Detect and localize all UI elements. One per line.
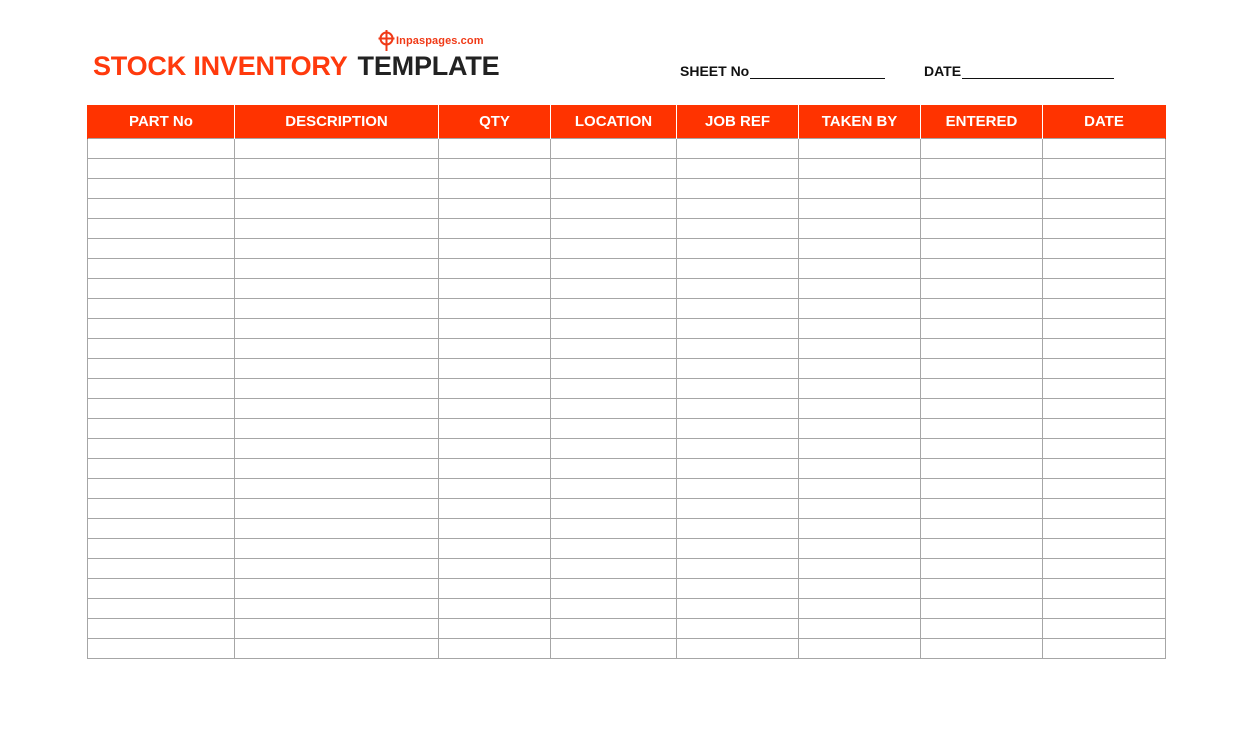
table-cell[interactable] [551, 339, 677, 359]
table-cell[interactable] [551, 219, 677, 239]
table-cell[interactable] [1043, 499, 1166, 519]
table-cell[interactable] [88, 379, 235, 399]
table-cell[interactable] [921, 599, 1043, 619]
table-cell[interactable] [677, 339, 799, 359]
table-cell[interactable] [551, 359, 677, 379]
table-cell[interactable] [439, 499, 551, 519]
table-cell[interactable] [439, 379, 551, 399]
table-cell[interactable] [439, 319, 551, 339]
table-cell[interactable] [439, 439, 551, 459]
table-row [88, 139, 1166, 159]
table-cell[interactable] [439, 479, 551, 499]
table-cell[interactable] [1043, 399, 1166, 419]
table-cell[interactable] [235, 159, 439, 179]
table-cell[interactable] [439, 259, 551, 279]
table-row [88, 379, 1166, 399]
table-cell[interactable] [439, 539, 551, 559]
table-cell[interactable] [799, 219, 921, 239]
table-cell[interactable] [921, 619, 1043, 639]
sheet-date-blank[interactable] [962, 64, 1114, 79]
column-header-date: DATE [1043, 105, 1166, 139]
table-cell[interactable] [1043, 219, 1166, 239]
table-row [88, 619, 1166, 639]
table-cell[interactable] [677, 259, 799, 279]
table-cell[interactable] [439, 239, 551, 259]
table-cell[interactable] [799, 479, 921, 499]
table-cell[interactable] [921, 219, 1043, 239]
table-cell[interactable] [921, 559, 1043, 579]
table-cell[interactable] [235, 179, 439, 199]
table-cell[interactable] [439, 419, 551, 439]
table-cell[interactable] [921, 299, 1043, 319]
table-cell[interactable] [921, 259, 1043, 279]
sheet-number-label: SHEET No [680, 63, 750, 79]
table-cell[interactable] [235, 239, 439, 259]
table-cell[interactable] [1043, 359, 1166, 379]
table-cell[interactable] [235, 299, 439, 319]
table-cell[interactable] [799, 619, 921, 639]
table-cell[interactable] [799, 339, 921, 359]
table-cell[interactable] [439, 299, 551, 319]
table-cell[interactable] [799, 279, 921, 299]
table-cell[interactable] [235, 419, 439, 439]
table-cell[interactable] [799, 259, 921, 279]
table-cell[interactable] [88, 499, 235, 519]
table-cell[interactable] [799, 139, 921, 159]
table-cell[interactable] [551, 479, 677, 499]
table-cell[interactable] [677, 139, 799, 159]
table-cell[interactable] [551, 559, 677, 579]
page-title [93, 51, 499, 82]
table-cell[interactable] [439, 519, 551, 539]
table-cell[interactable] [88, 199, 235, 219]
table-cell[interactable] [677, 439, 799, 459]
table-cell[interactable] [1043, 479, 1166, 499]
table-cell[interactable] [921, 159, 1043, 179]
table-cell[interactable] [551, 179, 677, 199]
table-cell[interactable] [235, 339, 439, 359]
table-cell[interactable] [551, 319, 677, 339]
table-cell[interactable] [799, 499, 921, 519]
table-cell[interactable] [439, 639, 551, 659]
table-cell[interactable] [88, 399, 235, 419]
table-cell[interactable] [235, 479, 439, 499]
table-cell[interactable] [88, 239, 235, 259]
table-cell[interactable] [88, 559, 235, 579]
table-cell[interactable] [235, 559, 439, 579]
table-cell[interactable] [439, 339, 551, 359]
table-cell[interactable] [677, 419, 799, 439]
table-cell[interactable] [235, 519, 439, 539]
table-cell[interactable] [677, 199, 799, 219]
table-cell[interactable] [921, 399, 1043, 419]
table-cell[interactable] [88, 519, 235, 539]
column-header-taken-by: TAKEN BY [799, 105, 921, 139]
table-cell[interactable] [88, 139, 235, 159]
table-cell[interactable] [799, 419, 921, 439]
table-cell[interactable] [88, 619, 235, 639]
table-cell[interactable] [1043, 639, 1166, 659]
table-cell[interactable] [235, 619, 439, 639]
column-header-location: LOCATION [551, 105, 677, 139]
table-cell[interactable] [88, 439, 235, 459]
column-header-entered: ENTERED [921, 105, 1043, 139]
table-cell[interactable] [551, 279, 677, 299]
table-cell[interactable] [551, 439, 677, 459]
table-row [88, 279, 1166, 299]
table-cell[interactable] [88, 279, 235, 299]
table-cell[interactable] [677, 519, 799, 539]
table-cell[interactable] [677, 379, 799, 399]
table-cell[interactable] [235, 219, 439, 239]
table-cell[interactable] [677, 539, 799, 559]
table-cell[interactable] [921, 339, 1043, 359]
table-cell[interactable] [921, 499, 1043, 519]
table-cell[interactable] [799, 239, 921, 259]
table-cell[interactable] [439, 599, 551, 619]
table-cell[interactable] [235, 579, 439, 599]
table-row [88, 579, 1166, 599]
table-cell[interactable] [235, 199, 439, 219]
table-cell[interactable] [235, 319, 439, 339]
table-cell[interactable] [551, 459, 677, 479]
table-cell[interactable] [677, 579, 799, 599]
table-row [88, 559, 1166, 579]
logo-text: Inpaspages.com [396, 35, 484, 47]
table-cell[interactable] [1043, 299, 1166, 319]
table-cell[interactable] [799, 179, 921, 199]
table-row [88, 499, 1166, 519]
table-row [88, 259, 1166, 279]
table-cell[interactable] [1043, 199, 1166, 219]
table-cell[interactable] [88, 359, 235, 379]
title-accent: STOCK INVENTORY [93, 51, 348, 81]
table-cell[interactable] [1043, 419, 1166, 439]
table-row [88, 539, 1166, 559]
table-row [88, 479, 1166, 499]
table-row [88, 599, 1166, 619]
table-cell[interactable] [551, 519, 677, 539]
table-cell[interactable] [551, 599, 677, 619]
table-cell[interactable] [799, 519, 921, 539]
table-cell[interactable] [921, 199, 1043, 219]
table-cell[interactable] [439, 199, 551, 219]
table-cell[interactable] [235, 359, 439, 379]
table-cell[interactable] [677, 599, 799, 619]
table-row [88, 199, 1166, 219]
table-cell[interactable] [799, 599, 921, 619]
sheet-number-field[interactable] [680, 63, 885, 79]
table-cell[interactable] [921, 319, 1043, 339]
table-cell[interactable] [551, 579, 677, 599]
table-cell[interactable] [439, 399, 551, 419]
table-cell[interactable] [551, 639, 677, 659]
table-row [88, 359, 1166, 379]
table-cell[interactable] [1043, 619, 1166, 639]
table-cell[interactable] [799, 379, 921, 399]
table-cell[interactable] [235, 499, 439, 519]
table-cell[interactable] [799, 319, 921, 339]
table-cell[interactable] [677, 459, 799, 479]
table-cell[interactable] [677, 399, 799, 419]
table-cell[interactable] [677, 619, 799, 639]
table-cell[interactable] [1043, 339, 1166, 359]
table-cell[interactable] [921, 579, 1043, 599]
table-cell[interactable] [677, 499, 799, 519]
column-header-part-no: PART No [88, 105, 235, 139]
table-cell[interactable] [921, 539, 1043, 559]
table-cell[interactable] [235, 599, 439, 619]
table-row [88, 239, 1166, 259]
table-cell[interactable] [551, 419, 677, 439]
table-cell[interactable] [88, 459, 235, 479]
table-cell[interactable] [799, 299, 921, 319]
table-cell[interactable] [88, 539, 235, 559]
table-cell[interactable] [677, 279, 799, 299]
table-cell[interactable] [88, 179, 235, 199]
table-cell[interactable] [88, 419, 235, 439]
table-cell[interactable] [551, 499, 677, 519]
sheet-date-field[interactable] [924, 63, 1114, 79]
table-cell[interactable] [88, 319, 235, 339]
table-header-row [88, 105, 1166, 139]
table-cell[interactable] [1043, 279, 1166, 299]
table-cell[interactable] [921, 439, 1043, 459]
table-row [88, 639, 1166, 659]
table-cell[interactable] [921, 359, 1043, 379]
table-cell[interactable] [921, 639, 1043, 659]
table-cell[interactable] [88, 219, 235, 239]
crosshair-pin-icon [378, 30, 395, 52]
table-row [88, 299, 1166, 319]
table-cell[interactable] [677, 319, 799, 339]
table-cell[interactable] [1043, 519, 1166, 539]
table-cell[interactable] [677, 219, 799, 239]
table-row [88, 519, 1166, 539]
brand-logo[interactable] [378, 30, 484, 52]
table-cell[interactable] [1043, 239, 1166, 259]
table-cell[interactable] [88, 339, 235, 359]
table-row [88, 399, 1166, 419]
table-cell[interactable] [439, 579, 551, 599]
table-cell[interactable] [799, 459, 921, 479]
table-cell[interactable] [799, 439, 921, 459]
table-cell[interactable] [921, 459, 1043, 479]
table-row [88, 419, 1166, 439]
table-cell[interactable] [551, 299, 677, 319]
table-cell[interactable] [235, 279, 439, 299]
table-cell[interactable] [88, 479, 235, 499]
table-cell[interactable] [921, 519, 1043, 539]
inventory-table [87, 105, 1166, 659]
table-cell[interactable] [921, 379, 1043, 399]
table-cell[interactable] [1043, 319, 1166, 339]
table-row [88, 439, 1166, 459]
table-cell[interactable] [235, 379, 439, 399]
table-cell[interactable] [1043, 439, 1166, 459]
table-cell[interactable] [677, 179, 799, 199]
table-cell[interactable] [677, 359, 799, 379]
column-header-job-ref: JOB REF [677, 105, 799, 139]
table-cell[interactable] [88, 259, 235, 279]
table-cell[interactable] [677, 239, 799, 259]
table-cell[interactable] [799, 399, 921, 419]
table-cell[interactable] [88, 299, 235, 319]
table-cell[interactable] [551, 619, 677, 639]
table-cell[interactable] [921, 279, 1043, 299]
table-cell[interactable] [235, 399, 439, 419]
table-cell[interactable] [439, 219, 551, 239]
table-row [88, 339, 1166, 359]
table-cell[interactable] [235, 439, 439, 459]
table-cell[interactable] [921, 239, 1043, 259]
table-cell[interactable] [799, 639, 921, 659]
table-body [88, 139, 1166, 659]
table-cell[interactable] [235, 139, 439, 159]
table-cell[interactable] [799, 559, 921, 579]
table-cell[interactable] [439, 159, 551, 179]
table-cell[interactable] [235, 259, 439, 279]
sheet-date-label: DATE [924, 63, 962, 79]
column-header-description: DESCRIPTION [235, 105, 439, 139]
table-cell[interactable] [88, 599, 235, 619]
table-cell[interactable] [677, 639, 799, 659]
table-cell[interactable] [799, 159, 921, 179]
table-row [88, 219, 1166, 239]
sheet-number-blank[interactable] [750, 64, 885, 79]
table-cell[interactable] [1043, 459, 1166, 479]
table-cell[interactable] [921, 139, 1043, 159]
table-cell[interactable] [551, 259, 677, 279]
table-row [88, 179, 1166, 199]
table-cell[interactable] [439, 139, 551, 159]
table-cell[interactable] [677, 479, 799, 499]
table-cell[interactable] [88, 579, 235, 599]
table-cell[interactable] [921, 479, 1043, 499]
table-cell[interactable] [1043, 139, 1166, 159]
table-cell[interactable] [1043, 539, 1166, 559]
table-cell[interactable] [677, 299, 799, 319]
table-cell[interactable] [1043, 579, 1166, 599]
table-cell[interactable] [1043, 559, 1166, 579]
table-cell[interactable] [439, 619, 551, 639]
table-cell[interactable] [551, 239, 677, 259]
table-cell[interactable] [439, 179, 551, 199]
table-cell[interactable] [551, 199, 677, 219]
table-cell[interactable] [235, 639, 439, 659]
table-cell[interactable] [551, 539, 677, 559]
table-cell[interactable] [1043, 179, 1166, 199]
table-cell[interactable] [88, 159, 235, 179]
table-cell[interactable] [799, 579, 921, 599]
table-cell[interactable] [551, 159, 677, 179]
table-cell[interactable] [799, 539, 921, 559]
table-cell[interactable] [1043, 379, 1166, 399]
table-cell[interactable] [551, 399, 677, 419]
table-cell[interactable] [235, 539, 439, 559]
table-row [88, 159, 1166, 179]
table-cell[interactable] [439, 459, 551, 479]
table-cell[interactable] [551, 139, 677, 159]
column-header-qty: QTY [439, 105, 551, 139]
table-cell[interactable] [439, 279, 551, 299]
table-cell[interactable] [921, 179, 1043, 199]
table-row [88, 459, 1166, 479]
table-cell[interactable] [551, 379, 677, 399]
table-cell[interactable] [235, 459, 439, 479]
table-cell[interactable] [1043, 599, 1166, 619]
table-cell[interactable] [677, 559, 799, 579]
table-cell[interactable] [1043, 159, 1166, 179]
table-cell[interactable] [677, 159, 799, 179]
table-cell[interactable] [799, 359, 921, 379]
table-cell[interactable] [799, 199, 921, 219]
table-cell[interactable] [921, 419, 1043, 439]
title-dark: TEMPLATE [357, 51, 500, 81]
table-cell[interactable] [439, 359, 551, 379]
table-cell[interactable] [88, 639, 235, 659]
table-cell[interactable] [439, 559, 551, 579]
table-row [88, 319, 1166, 339]
table-cell[interactable] [1043, 259, 1166, 279]
